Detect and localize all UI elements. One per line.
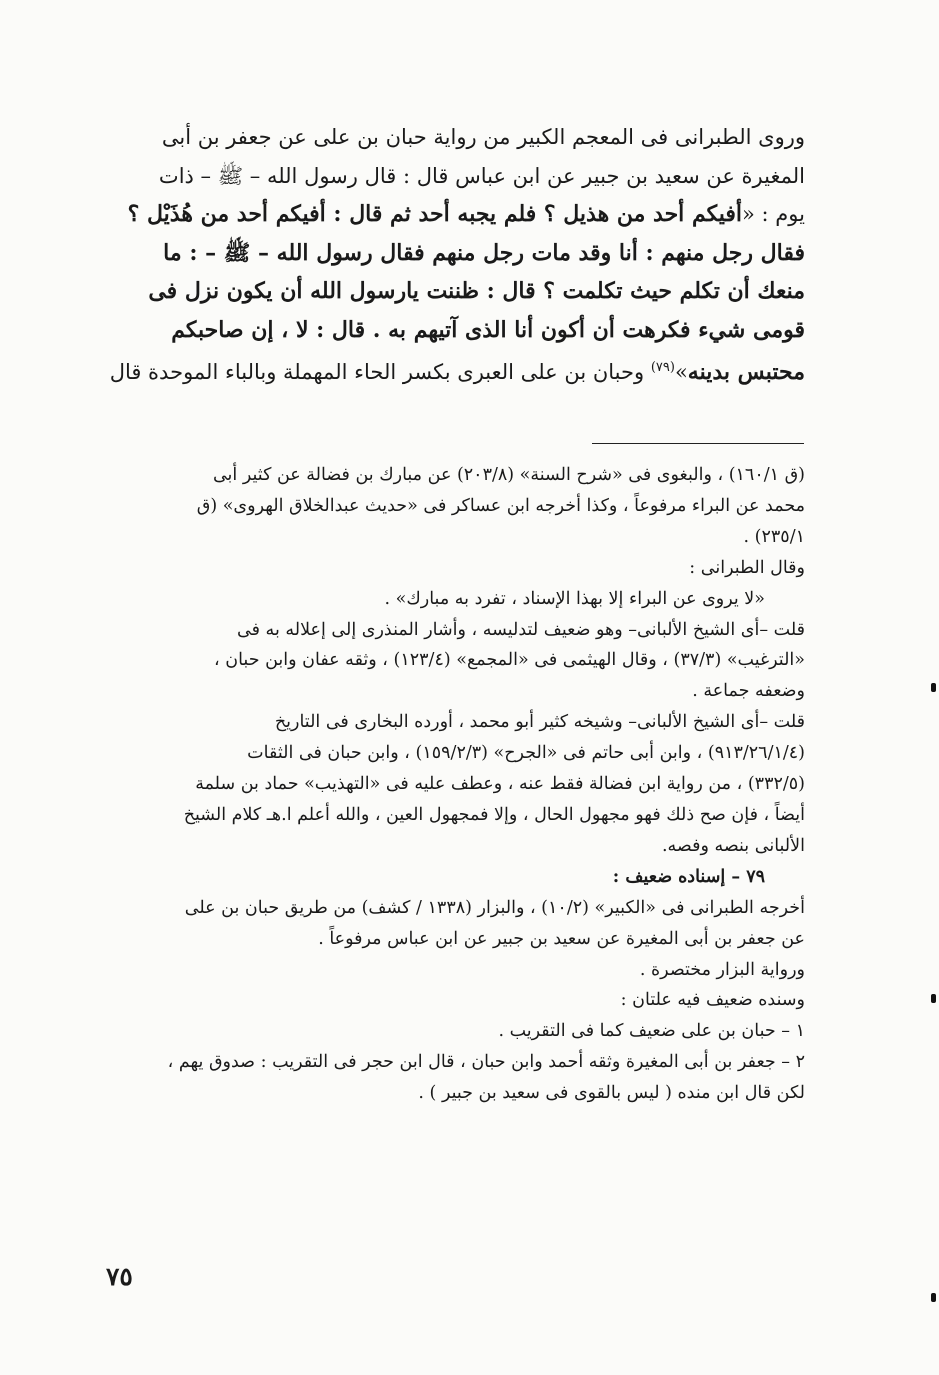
main-line-3-start: يوم : « bbox=[742, 202, 805, 226]
page-number: ٧٥ bbox=[106, 1262, 133, 1291]
closing-quote: » bbox=[674, 360, 688, 384]
footnote-separator bbox=[592, 443, 804, 444]
note-line-6: قلت –أى الشيخ الألبانى– وهو ضعيف لتدليسه ، وأشار المنذرى إلى إعلاله به فى bbox=[237, 619, 805, 640]
hadith-text-1: أفيكم أحد من هذيل ؟ فلم يجبه أحد ثم قال : أفيكم أحد من هُذَيْل ؟ bbox=[127, 201, 743, 227]
note-line-7: «الترغيب» (٣٧/٣) ، وقال الهيثمى فى «المجمع» (١٢٣/٤) ، وثقه عفان وابن حبان ، bbox=[214, 650, 805, 671]
note-quote: «لا يروى عن البراء إلا بهذا الإسناد ، تفرد به مبارك» . bbox=[384, 588, 765, 609]
note-line-19: ١ – حبان بن على ضعيف كما فى التقريب . bbox=[498, 1021, 805, 1042]
hadith-text-5: محتبس بدينه bbox=[687, 359, 805, 385]
note-line-1: (ق ١٦٠/١) ، والبغوى فى «شرح السنة» (٢٠٣/٨) عن مبارك بن فضالة عن كثير أبى bbox=[212, 465, 805, 485]
scan-mark bbox=[931, 994, 936, 1003]
note-line-9: قلت –أى الشيخ الألبانى– وشيخه كثير أبو محمد ، أورده البخارى فى التاريخ bbox=[274, 712, 805, 733]
note-line-3: ٢٣٥/١) . bbox=[743, 526, 805, 547]
footnotes bbox=[105, 460, 805, 1109]
hadith-text-2: فقال رجل منهم : أنا وقد مات رجل منهم فقال رسول الله – ﷺ – : ما bbox=[163, 239, 805, 266]
scan-mark bbox=[931, 1293, 936, 1302]
note-line-18: وسنده ضعيف فيه علتان : bbox=[620, 990, 805, 1011]
note-line-2: محمد عن البراء مرفوعاً ، وكذا أخرجه ابن عساكر فى «حديث عبدالخلاق الهروى» (ق bbox=[196, 495, 805, 516]
note-line-11: (٣٣٢/٥) ، من رواية ابن فضالة فقط عنه ، وعطف عليه فى «التهذيب» حماد بن سلمة bbox=[195, 774, 805, 795]
note-79-heading: ٧٩ – إسناده ضعيف : bbox=[612, 866, 765, 887]
main-line-2: المغيرة عن سعيد بن جبير عن ابن عباس قال : قال رسول الله – ﷺ – ذات bbox=[158, 163, 805, 188]
hadith-text-3: منعك أن تكلم حيث تكلمت ؟ قال : ظننت يارسول الله أن يكون نزل فى bbox=[148, 278, 805, 304]
hadith-text-4: قومى شيء فكرهت أن أكون أنا الذى آتيهم به . قال : لا ، إن صاحبكم bbox=[171, 316, 805, 343]
note-line-4: وقال الطبرانى : bbox=[689, 557, 805, 578]
note-line-20: ٢ – جعفر بن أبى المغيرة وثقه أحمد وابن حبان ، قال ابن حجر فى التقريب : صدوق يهم ، bbox=[167, 1052, 805, 1073]
main-line-1: وروى الطبرانى فى المعجم الكبير من رواية حبان بن على عن جعفر بن أبى bbox=[161, 125, 805, 149]
note-line-13: الألبانى بنصه وفصه. bbox=[661, 835, 805, 856]
note-line-8: وضعفه جماعة . bbox=[692, 681, 805, 702]
note-line-21: لكن قال ابن منده ( ليس بالقوى فى سعيد بن جبير ) . bbox=[418, 1083, 805, 1104]
main-text bbox=[105, 118, 805, 392]
note-line-16: عن جعفر بن أبى المغيرة عن سعيد بن جبير عن ابن عباس مرفوعاً . bbox=[318, 928, 805, 949]
note-line-17: ورواية البزار مختصرة . bbox=[639, 959, 805, 980]
note-line-15: أخرجه الطبرانى فى «الكبير» (١٠/٢) ، والبزار (١٣٣٨ / كشف) من طريق حبان بن على bbox=[184, 897, 805, 918]
note-line-12: أيضاً ، فإن صح ذلك فهو مجهول الحال ، وإلا فمجهول العين ، والله أعلم ا.هـ كلام الشيخ bbox=[183, 804, 805, 825]
scan-mark bbox=[931, 683, 936, 692]
footnote-reference: (٧٩) bbox=[650, 360, 675, 375]
main-line-7-end: وحبان بن على العبرى بكسر الحاء المهملة وبالباء الموحدة قال bbox=[109, 360, 651, 384]
main-line-3 bbox=[105, 195, 805, 234]
main-line-7 bbox=[105, 349, 805, 392]
note-line-10: (٩١٣/٢٦/١/٤) ، وابن أبى حاتم فى «الجرح» (١٥٩/٢/٣) ، وابن حبان فى الثقات bbox=[247, 743, 805, 764]
